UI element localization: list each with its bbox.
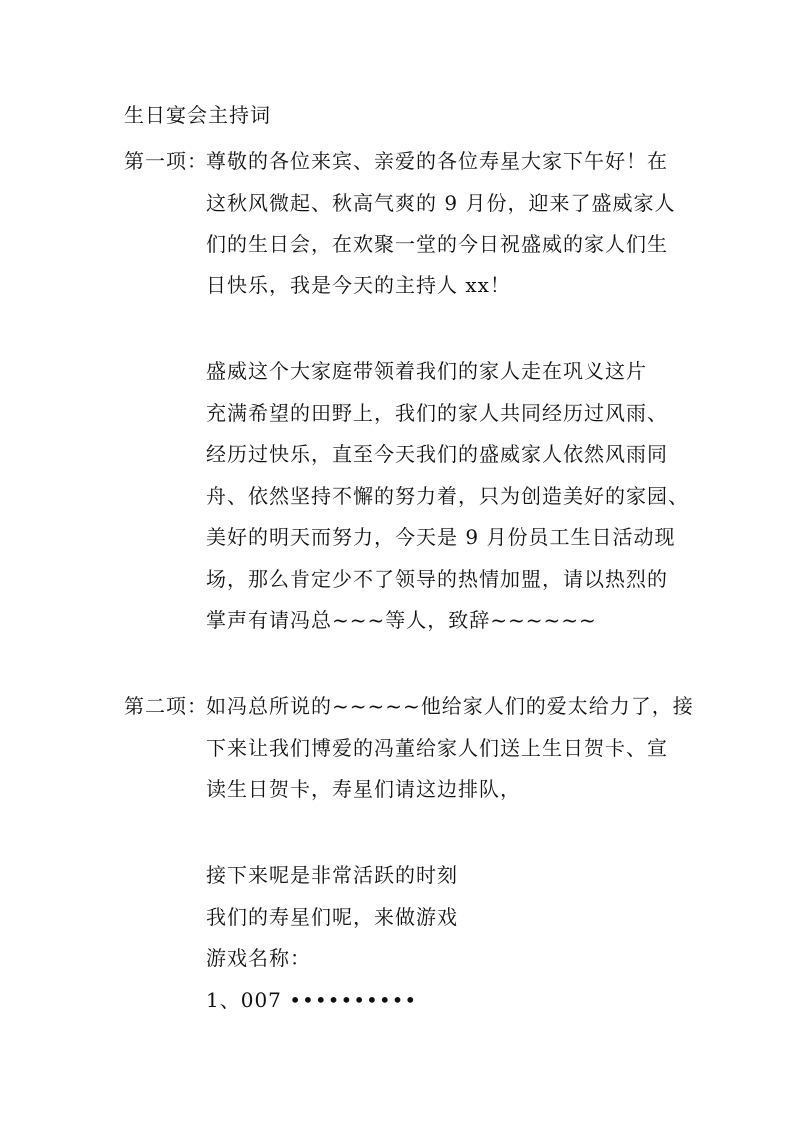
section-1-para2-line: 场，那么肯定少不了领导的热情加盟，请以热烈的 — [206, 567, 668, 591]
section-2-line: 如冯总所说的~~~~~他给家人们的爱太给力了，接 — [206, 694, 694, 718]
section-2-label: 第二项： — [124, 694, 208, 718]
section-1-para2-line: 充满希望的田野上，我们的家人共同经历过风雨、 — [206, 401, 668, 425]
section-1-para2-line: 舟、依然坚持不懈的努力着，只为创造美好的家园、 — [206, 484, 689, 508]
section-2-para2-line: 游戏名称： — [206, 946, 311, 970]
section-1-para2-line: 盛威这个大家庭带领着我们的家人走在巩义这片 — [206, 359, 647, 383]
section-2-para2-line: 1、007 •••••••••• — [206, 988, 418, 1012]
section-1-line: 们的生日会，在欢聚一堂的今日祝盛威的家人们生 — [206, 232, 668, 256]
section-1-line: 尊敬的各位来宾、亲爱的各位寿星大家下午好！在 — [206, 149, 668, 173]
section-1-line: 这秋风微起、秋高气爽的 9 月份，迎来了盛威家人 — [206, 191, 676, 215]
section-1-line: 日快乐，我是今天的主持人 xx！ — [206, 273, 511, 297]
section-1-para2-line: 经历过快乐，直至今天我们的盛威家人依然风雨同 — [206, 442, 668, 466]
section-2-para2-line: 我们的寿星们呢，来做游戏 — [206, 905, 458, 929]
section-2-para2-line: 接下来呢是非常活跃的时刻 — [206, 863, 458, 887]
section-1-para2-line: 美好的明天而努力，今天是 9 月份员工生日活动现 — [206, 525, 676, 549]
section-2-line: 读生日贺卡，寿星们请这边排队， — [206, 777, 521, 801]
section-1-para2-line: 掌声有请冯总~~~等人，致辞~~~~~~ — [206, 608, 597, 632]
section-2-line: 下来让我们博爱的冯董给家人们送上生日贺卡、宣 — [206, 736, 668, 760]
section-1-label: 第一项： — [124, 149, 208, 173]
document-title: 生日宴会主持词 — [124, 103, 271, 127]
